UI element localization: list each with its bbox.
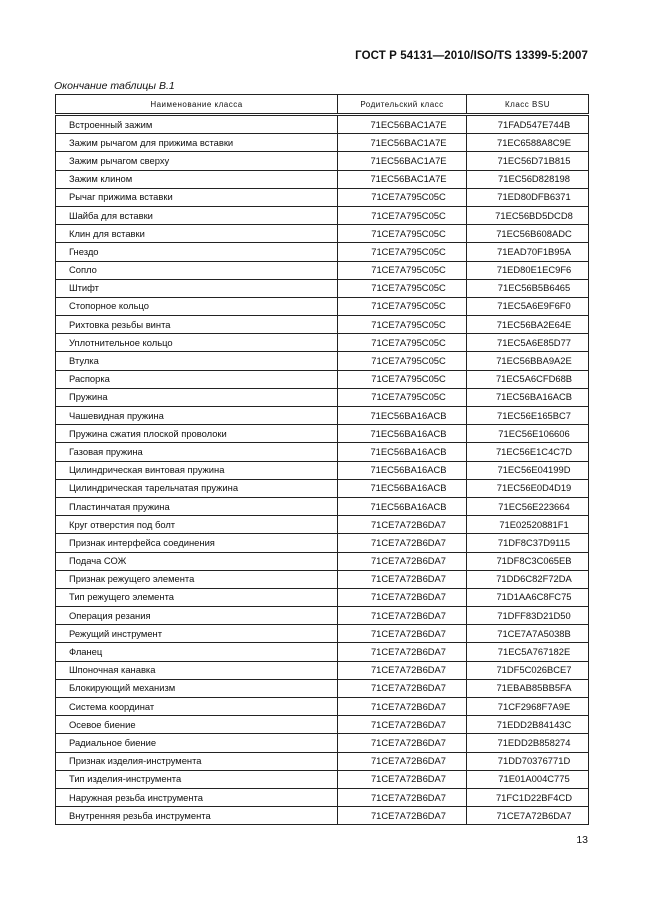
cell-class-name: Режущий инструмент <box>56 625 338 643</box>
cell-bsu-class: 71EAD70F1B95A <box>467 243 589 261</box>
cell-parent-class: 71EC56BA16ACB <box>338 425 467 443</box>
table-row <box>56 316 589 334</box>
cell-parent-class: 71CE7A795C05C <box>338 316 467 334</box>
table-row <box>56 552 589 570</box>
cell-bsu-class: 71EC56E1C4C7D <box>467 443 589 461</box>
page-number: 13 <box>576 834 588 846</box>
cell-class-name: Признак изделия-инструмента <box>56 752 338 770</box>
table-row <box>56 497 589 515</box>
cell-bsu-class: 71EC56E165BC7 <box>467 407 589 425</box>
table-row <box>56 734 589 752</box>
cell-parent-class: 71CE7A795C05C <box>338 297 467 315</box>
table-row <box>56 607 589 625</box>
cell-parent-class: 71CE7A72B6DA7 <box>338 643 467 661</box>
table-row <box>56 388 589 406</box>
cell-bsu-class: 71DF8C3C065EB <box>467 552 589 570</box>
cell-bsu-class: 71EDD2B858274 <box>467 734 589 752</box>
table-row <box>56 297 589 315</box>
cell-class-name: Клин для вставки <box>56 225 338 243</box>
cell-class-name: Гнездо <box>56 243 338 261</box>
table-row <box>56 334 589 352</box>
cell-bsu-class: 71E02520881F1 <box>467 516 589 534</box>
cell-class-name: Цилиндрическая тарельчатая пружина <box>56 479 338 497</box>
column-header-class-name: Наименование класса <box>56 95 338 115</box>
cell-class-name: Радиальное биение <box>56 734 338 752</box>
cell-bsu-class: 71FAD547E744B <box>467 115 589 134</box>
cell-class-name: Зажим рычагом сверху <box>56 152 338 170</box>
cell-class-name: Распорка <box>56 370 338 388</box>
cell-class-name: Фланец <box>56 643 338 661</box>
table-row <box>56 370 589 388</box>
class-table <box>55 94 589 825</box>
cell-bsu-class: 71EC56BA2E64E <box>467 316 589 334</box>
cell-class-name: Блокирующий механизм <box>56 679 338 697</box>
cell-class-name: Пружина <box>56 388 338 406</box>
cell-parent-class: 71CE7A72B6DA7 <box>338 716 467 734</box>
cell-bsu-class: 71EC5A6CFD68B <box>467 370 589 388</box>
cell-class-name: Стопорное кольцо <box>56 297 338 315</box>
table-row <box>56 588 589 606</box>
cell-parent-class: 71EC56BA16ACB <box>338 479 467 497</box>
cell-parent-class: 71CE7A795C05C <box>338 352 467 370</box>
cell-class-name: Пластинчатая пружина <box>56 497 338 515</box>
cell-class-name: Шпоночная канавка <box>56 661 338 679</box>
table-row <box>56 716 589 734</box>
cell-parent-class: 71CE7A72B6DA7 <box>338 625 467 643</box>
cell-class-name: Сопло <box>56 261 338 279</box>
table-row <box>56 425 589 443</box>
table-row <box>56 352 589 370</box>
cell-parent-class: 71CE7A72B6DA7 <box>338 607 467 625</box>
table-row <box>56 807 589 825</box>
cell-parent-class: 71CE7A795C05C <box>338 188 467 206</box>
cell-bsu-class: 71DFF83D21D50 <box>467 607 589 625</box>
cell-bsu-class: 71EC56E0D4D19 <box>467 479 589 497</box>
cell-bsu-class: 71CF2968F7A9E <box>467 698 589 716</box>
cell-class-name: Признак интерфейса соединения <box>56 534 338 552</box>
cell-parent-class: 71EC56BAC1A7E <box>338 115 467 134</box>
cell-parent-class: 71EC56BAC1A7E <box>338 152 467 170</box>
table-row <box>56 516 589 534</box>
table-row <box>56 661 589 679</box>
cell-parent-class: 71CE7A72B6DA7 <box>338 698 467 716</box>
table-row <box>56 788 589 806</box>
table-row <box>56 225 589 243</box>
cell-bsu-class: 71EC56B608ADC <box>467 225 589 243</box>
cell-bsu-class: 71ED80E1EC9F6 <box>467 261 589 279</box>
cell-class-name: Штифт <box>56 279 338 297</box>
table-row <box>56 407 589 425</box>
table-row <box>56 188 589 206</box>
cell-parent-class: 71CE7A72B6DA7 <box>338 552 467 570</box>
cell-parent-class: 71CE7A795C05C <box>338 370 467 388</box>
cell-class-name: Внутренняя резьба инструмента <box>56 807 338 825</box>
cell-bsu-class: 71EC56BD5DCD8 <box>467 206 589 224</box>
cell-parent-class: 71EC56BA16ACB <box>338 461 467 479</box>
cell-bsu-class: 71EC56D828198 <box>467 170 589 188</box>
table-row <box>56 443 589 461</box>
cell-bsu-class: 71ED80DFB6371 <box>467 188 589 206</box>
cell-parent-class: 71EC56BA16ACB <box>338 443 467 461</box>
cell-class-name: Уплотнительное кольцо <box>56 334 338 352</box>
cell-bsu-class: 71DF8C37D9115 <box>467 534 589 552</box>
cell-parent-class: 71CE7A72B6DA7 <box>338 752 467 770</box>
table-row <box>56 570 589 588</box>
cell-parent-class: 71CE7A795C05C <box>338 243 467 261</box>
cell-parent-class: 71CE7A72B6DA7 <box>338 788 467 806</box>
cell-parent-class: 71CE7A795C05C <box>338 279 467 297</box>
cell-parent-class: 71CE7A795C05C <box>338 334 467 352</box>
cell-class-name: Операция резания <box>56 607 338 625</box>
cell-parent-class: 71CE7A72B6DA7 <box>338 661 467 679</box>
table-row <box>56 625 589 643</box>
cell-parent-class: 71EC56BA16ACB <box>338 497 467 515</box>
cell-class-name: Втулка <box>56 352 338 370</box>
cell-class-name: Шайба для вставки <box>56 206 338 224</box>
cell-bsu-class: 71CE7A7A5038B <box>467 625 589 643</box>
cell-class-name: Тип режущего элемента <box>56 588 338 606</box>
table-row <box>56 698 589 716</box>
table-row <box>56 752 589 770</box>
cell-parent-class: 71EC56BA16ACB <box>338 407 467 425</box>
cell-class-name: Подача СОЖ <box>56 552 338 570</box>
table-row <box>56 643 589 661</box>
cell-bsu-class: 71DF5C026BCE7 <box>467 661 589 679</box>
table-body <box>56 115 589 825</box>
table-row <box>56 134 589 152</box>
cell-parent-class: 71CE7A72B6DA7 <box>338 807 467 825</box>
cell-class-name: Зажим рычагом для прижима вставки <box>56 134 338 152</box>
cell-parent-class: 71CE7A795C05C <box>338 388 467 406</box>
cell-bsu-class: 71EC5A6E9F6F0 <box>467 297 589 315</box>
cell-bsu-class: 71EC56BBA9A2E <box>467 352 589 370</box>
cell-parent-class: 71CE7A795C05C <box>338 206 467 224</box>
cell-parent-class: 71CE7A72B6DA7 <box>338 770 467 788</box>
cell-bsu-class: 71CE7A72B6DA7 <box>467 807 589 825</box>
cell-bsu-class: 71EC56BA16ACB <box>467 388 589 406</box>
cell-bsu-class: 71EC56D71B815 <box>467 152 589 170</box>
cell-class-name: Цилиндрическая винтовая пружина <box>56 461 338 479</box>
column-header-parent-class: Родительский класс <box>338 95 467 115</box>
cell-bsu-class: 71EBAB85BB5FA <box>467 679 589 697</box>
cell-class-name: Зажим клином <box>56 170 338 188</box>
cell-class-name: Признак режущего элемента <box>56 570 338 588</box>
cell-parent-class: 71CE7A72B6DA7 <box>338 516 467 534</box>
cell-parent-class: 71EC56BAC1A7E <box>338 134 467 152</box>
cell-class-name: Чашевидная пружина <box>56 407 338 425</box>
table-row <box>56 115 589 134</box>
cell-class-name: Круг отверстия под болт <box>56 516 338 534</box>
cell-parent-class: 71CE7A72B6DA7 <box>338 588 467 606</box>
table-header-row <box>56 95 589 115</box>
cell-bsu-class: 71DD6C82F72DA <box>467 570 589 588</box>
table-row <box>56 534 589 552</box>
cell-class-name: Осевое биение <box>56 716 338 734</box>
table-row <box>56 152 589 170</box>
table-row <box>56 679 589 697</box>
cell-parent-class: 71EC56BAC1A7E <box>338 170 467 188</box>
cell-class-name: Наружная резьба инструмента <box>56 788 338 806</box>
table-row <box>56 770 589 788</box>
table-row <box>56 279 589 297</box>
cell-bsu-class: 71DD70376771D <box>467 752 589 770</box>
cell-class-name: Рихтовка резьбы винта <box>56 316 338 334</box>
cell-bsu-class: 71EDD2B84143C <box>467 716 589 734</box>
cell-parent-class: 71CE7A795C05C <box>338 225 467 243</box>
table-row <box>56 479 589 497</box>
cell-class-name: Встроенный зажим <box>56 115 338 134</box>
table-row <box>56 206 589 224</box>
cell-parent-class: 71CE7A72B6DA7 <box>338 570 467 588</box>
cell-parent-class: 71CE7A72B6DA7 <box>338 534 467 552</box>
cell-bsu-class: 71EC6588A8C9E <box>467 134 589 152</box>
cell-parent-class: 71CE7A72B6DA7 <box>338 734 467 752</box>
cell-bsu-class: 71EC56E04199D <box>467 461 589 479</box>
cell-class-name: Тип изделия-инструмента <box>56 770 338 788</box>
column-header-bsu-class: Класс BSU <box>467 95 589 115</box>
cell-class-name: Пружина сжатия плоской проволоки <box>56 425 338 443</box>
cell-bsu-class: 71D1AA6C8FC75 <box>467 588 589 606</box>
cell-class-name: Рычаг прижима вставки <box>56 188 338 206</box>
table-row <box>56 243 589 261</box>
cell-parent-class: 71CE7A72B6DA7 <box>338 679 467 697</box>
cell-bsu-class: 71EC5A767182E <box>467 643 589 661</box>
cell-class-name: Система координат <box>56 698 338 716</box>
cell-class-name: Газовая пружина <box>56 443 338 461</box>
document-header: ГОСТ Р 54131—2010/ISO/TS 13399-5:2007 <box>355 50 588 62</box>
cell-bsu-class: 71FC1D22BF4CD <box>467 788 589 806</box>
table-caption: Окончание таблицы В.1 <box>54 80 175 92</box>
cell-bsu-class: 71EC56E223664 <box>467 497 589 515</box>
cell-bsu-class: 71E01A004C775 <box>467 770 589 788</box>
cell-bsu-class: 71EC5A6E85D77 <box>467 334 589 352</box>
table-row <box>56 170 589 188</box>
table-row <box>56 261 589 279</box>
cell-bsu-class: 71EC56B5B6465 <box>467 279 589 297</box>
cell-parent-class: 71CE7A795C05C <box>338 261 467 279</box>
table-row <box>56 461 589 479</box>
cell-bsu-class: 71EC56E106606 <box>467 425 589 443</box>
